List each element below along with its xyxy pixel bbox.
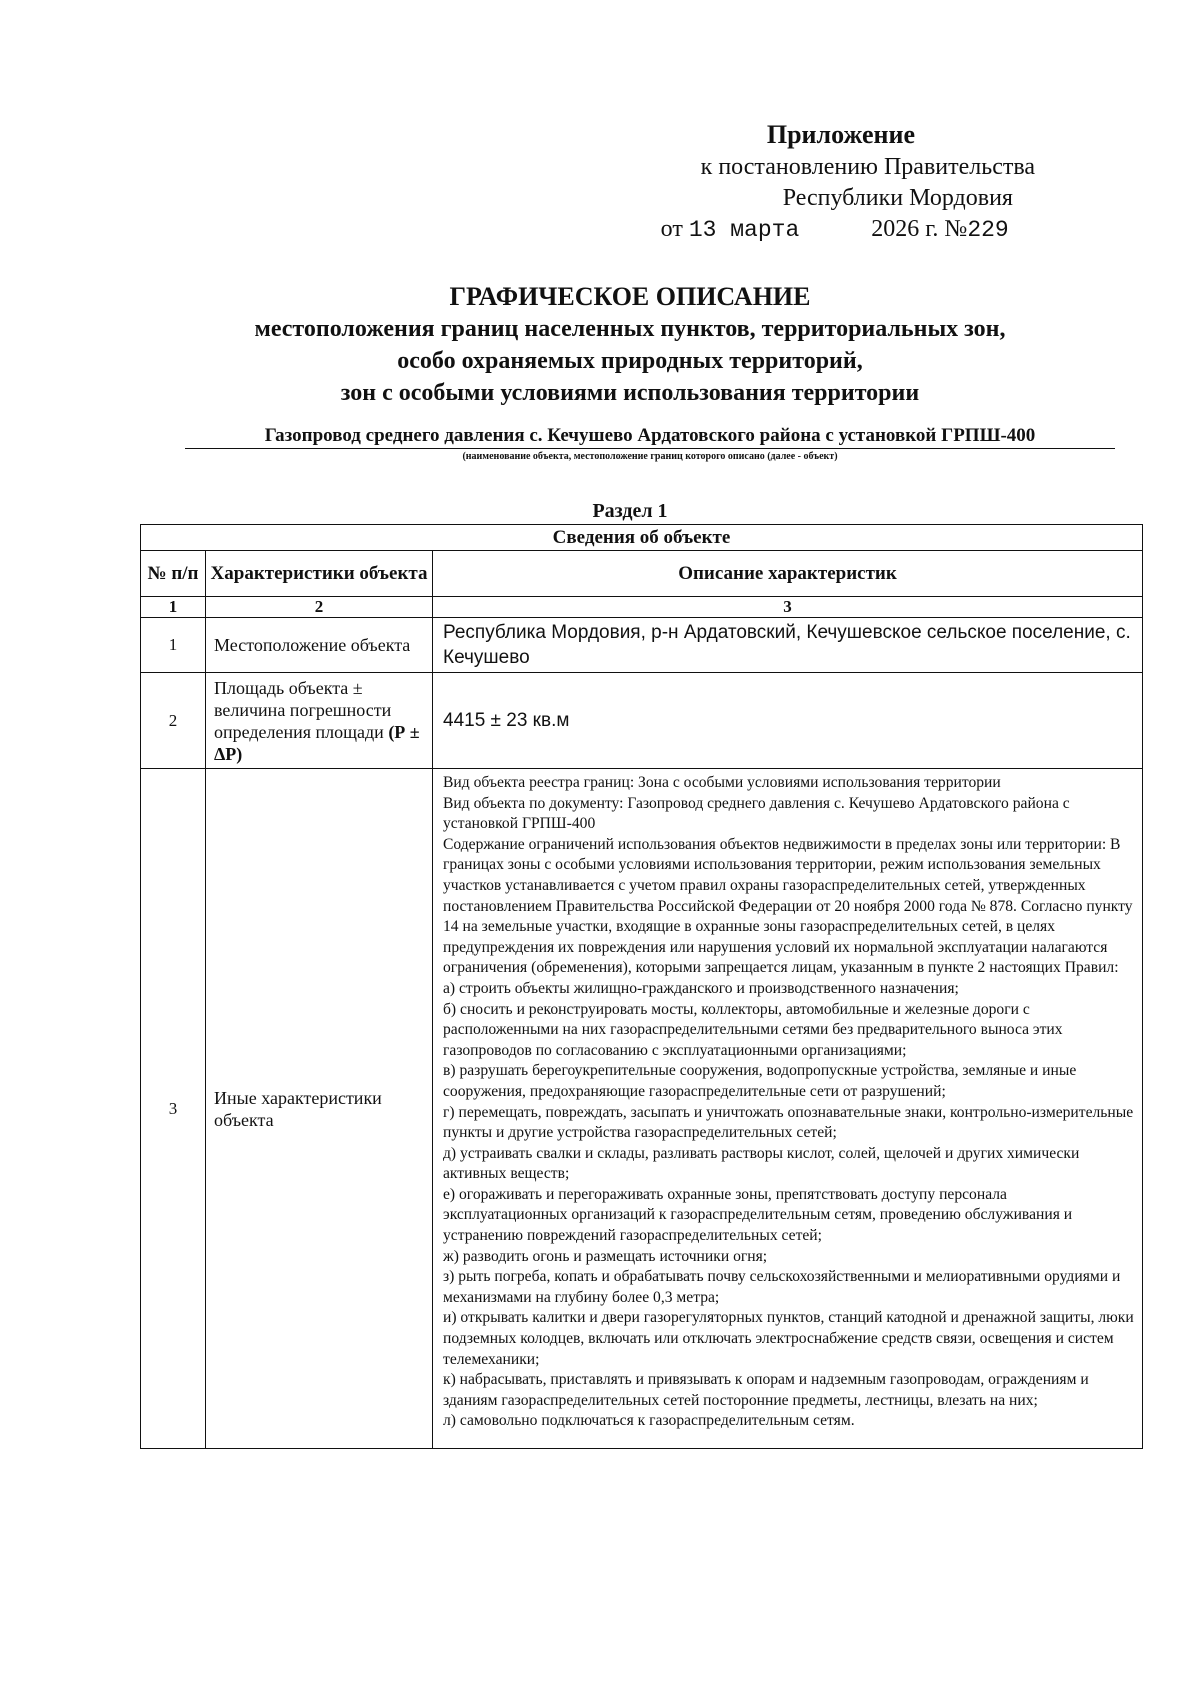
desc-line: л) самовольно подключаться к газораспределительным сетям. [443,1412,855,1430]
table-row [141,769,1143,1449]
desc-line: Содержание ограничений использования объектов недвижимости в пределах зоны или территории: В границах зоны с особыми условиями использования территории, режим использования земельных участков устанавливается с учетом правил охраны газораспределительных сетей, утвержденных постановлением Правительства Российской Федерации от 20 ноября 2000 года № 878. Согласно пункту 14 на земельные участки, входящие в охранные зоны газораспределительных сетей, в целях предупреждения их повреждения или нарушения условий их нормальной эксплуатации налагаются ограничения (обременения), которыми запрещается лицам, указанным в пункте 2 настоящих Правил: [443,835,1133,977]
appendix-date-line [661,214,1035,246]
object-name-caption: (наименование объекта, местоположение границ которого описано (далее - объект) [462,451,838,462]
column-number-2: 2 [206,597,433,618]
desc-line: в) разрушать берегоукрепительные сооружения, водопропускные устройства, земляные и иные сооружения, предохраняющие газораспределительные сети от разрушений; [443,1062,1077,1100]
appendix-block [660,118,1035,246]
row-2-name-cell [206,673,433,769]
desc-line: ж) разводить огонь и размещать источники огня; [443,1247,768,1265]
appendix-title: Приложение [766,120,915,149]
heading-line-3: зон с особыми условиями использования территории [340,380,920,406]
column-number-1: 1 [141,597,206,618]
row-2-name-formula: (Р ± ΔР) [214,721,420,764]
desc-line: Вид объекта по документу: Газопровод среднего давления с. Кечушево Ардатовского района с установкой ГРПШ-400 [443,794,1070,833]
header-num: № п/п [141,551,206,597]
appendix-year: 2026 г. [871,216,939,242]
row-1-name: Местоположение объекта [206,618,433,673]
row-2-num: 2 [141,673,206,769]
appendix-number-sign: № [944,216,968,242]
desc-line: и) открывать калитки и двери газорегуляторных пунктов, станций катодной и дренажной защиты, люки подземных колодцев, включать или отключать электроснабжение средств связи, освещения и систем телемеханики; [443,1309,1134,1368]
column-number-3: 3 [433,597,1143,618]
row-3-num: 3 [141,769,206,1449]
header-description: Описание характеристик [433,551,1143,597]
desc-line: г) перемещать, повреждать, засыпать и уничтожать опознавательные знаки, контрольно-измерительные пункты и другие устройства газораспределительных сетей; [443,1103,1134,1142]
desc-line: е) огораживать и перегораживать охранные зоны, препятствовать доступу персонала эксплуатационных организаций к газораспределительным сетям, проведению обслуживания и устранению повреждений газораспределительных сетей; [443,1185,1073,1245]
row-1-num: 1 [141,618,206,673]
header-characteristic: Характеристики объекта [206,551,433,597]
object-name-block [185,425,1115,464]
appendix-date: 13 марта [688,217,800,243]
appendix-prefix: от [660,216,683,242]
row-2-name: Площадь объекта ± величина погрешности определения площади [214,677,392,742]
heading-line-1: местоположения границ населенных пунктов, территориальных зон, [254,316,1006,342]
desc-line: Вид объекта реестра границ: Зона с особыми условиями использования территории [443,774,1001,791]
section-title: Раздел 1 [592,500,668,522]
row-3-name: Иные характеристики объекта [206,769,433,1449]
appendix-line-1: к постановлению Правительства [700,154,1035,180]
document-heading [130,280,1130,409]
object-info-table [140,524,1143,1449]
desc-line: б) сносить и реконструировать мосты, коллекторы, автомобильные и железные дороги с расположенными на них газораспределительными сетями без предварительного выноса этих газопроводов по согласованию с эксплуатационными организациями; [443,1000,1063,1059]
heading-title: ГРАФИЧЕСКОЕ ОПИСАНИЕ [449,282,811,311]
desc-line: к) набрасывать, приставлять и привязывать к опорам и надземным газопроводам, ограждениям и зданиям газораспределительных сетей посторонние предметы, лестницы, влезать на них; [443,1371,1089,1409]
appendix-line-2: Республики Мордовия [782,185,1013,211]
desc-line: з) рыть погреба, копать и обрабатывать почву сельскохозяйственными и мелиоративными орудиями и механизмами на глубину более 0,3 метра; [443,1268,1121,1306]
row-1-value: Республика Мордовия, р-н Ардатовский, Кечушевское сельское поселение, с. Кечушево [433,618,1143,673]
row-3-description [433,769,1143,1449]
row-2-value: 4415 ± 23 кв.м [433,673,1143,769]
heading-line-2: особо охраняемых природных территорий, [397,348,863,374]
table-row [141,618,1143,673]
table-title: Сведения об объекте [141,525,1143,551]
desc-line: а) строить объекты жилищно-гражданского и производственного назначения; [443,979,959,997]
appendix-number: 229 [967,217,1009,243]
table-row [141,673,1143,769]
object-name: Газопровод среднего давления с. Кечушево Ардатовского района с установкой ГРПШ-400 [185,425,1115,449]
desc-line: д) устраивать свалки и склады, разливать растворы кислот, солей, щелочей и других химически активных веществ; [443,1144,1080,1183]
